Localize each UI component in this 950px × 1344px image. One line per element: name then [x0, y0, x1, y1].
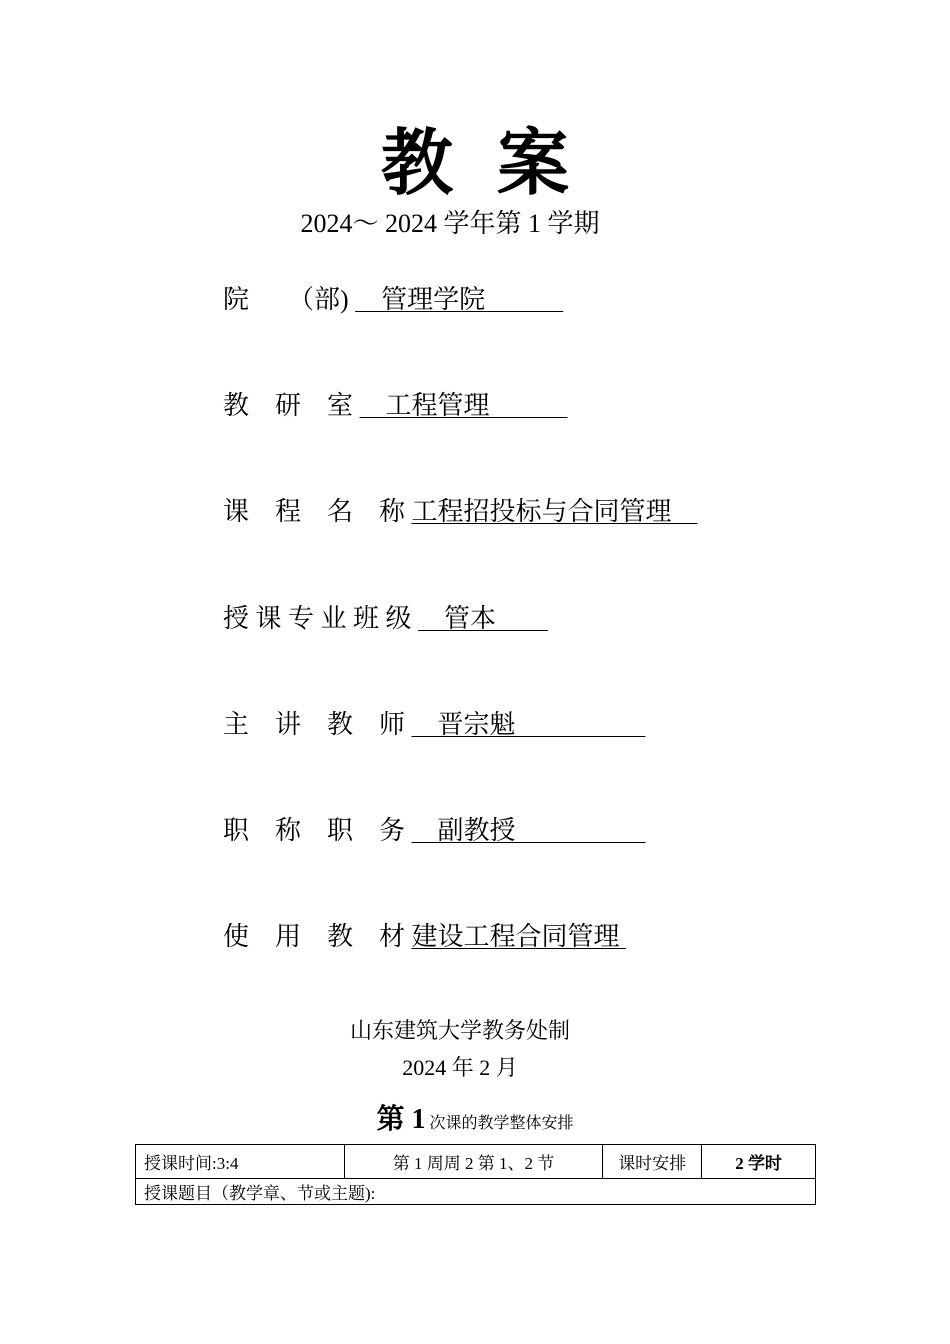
hours-label-cell: 课时安排 [603, 1145, 702, 1179]
field-label: 职 称 职 务 [223, 816, 406, 845]
field-value: 晋宗魁 [411, 710, 646, 739]
field-label: 院 （部) [223, 285, 349, 314]
field-label: 课 程 名 称 [223, 497, 406, 526]
time-cell: 授课时间:3:4 [136, 1145, 345, 1179]
field-title-position [223, 813, 646, 849]
field-lecturer [223, 707, 646, 743]
table-row [136, 1145, 816, 1179]
issue-date: 2024 年 2 月 [402, 1055, 518, 1080]
field-label: 授 课 专 业 班 级 [223, 604, 412, 633]
schedule-table [135, 1144, 816, 1205]
table-row [136, 1179, 816, 1205]
field-value: 管本 [418, 604, 549, 633]
field-course-name [223, 494, 698, 530]
field-teaching-office [223, 388, 568, 424]
section-heading [0, 1100, 950, 1144]
issuer: 山东建筑大学教务处制 [349, 1018, 570, 1043]
field-label: 主 讲 教 师 [223, 710, 406, 739]
document-title: 教案 [380, 121, 613, 205]
academic-term: 2024～ 2024 学年第 1 学期 [300, 209, 600, 238]
field-value: 工程管理 [359, 391, 568, 420]
field-label: 教 研 室 [223, 391, 354, 420]
week-cell: 第 1 周周 2 第 1、2 节 [344, 1145, 603, 1179]
field-textbook [223, 919, 626, 955]
field-value: 副教授 [411, 816, 646, 845]
field-class [223, 601, 548, 637]
field-value: 管理学院 [355, 285, 564, 314]
hours-value-cell: 2 学时 [702, 1145, 816, 1179]
topic-cell: 授课题目（教学章、节或主题): [136, 1179, 816, 1205]
field-value: 建设工程合同管理 [411, 922, 627, 951]
field-value: 工程招投标与合同管理 [411, 497, 698, 526]
field-department [223, 282, 563, 318]
field-label: 使 用 教 材 [223, 922, 406, 951]
section-caption: 次课的教学整体安排 [429, 1113, 574, 1132]
section-number: 第 1 [376, 1104, 426, 1135]
